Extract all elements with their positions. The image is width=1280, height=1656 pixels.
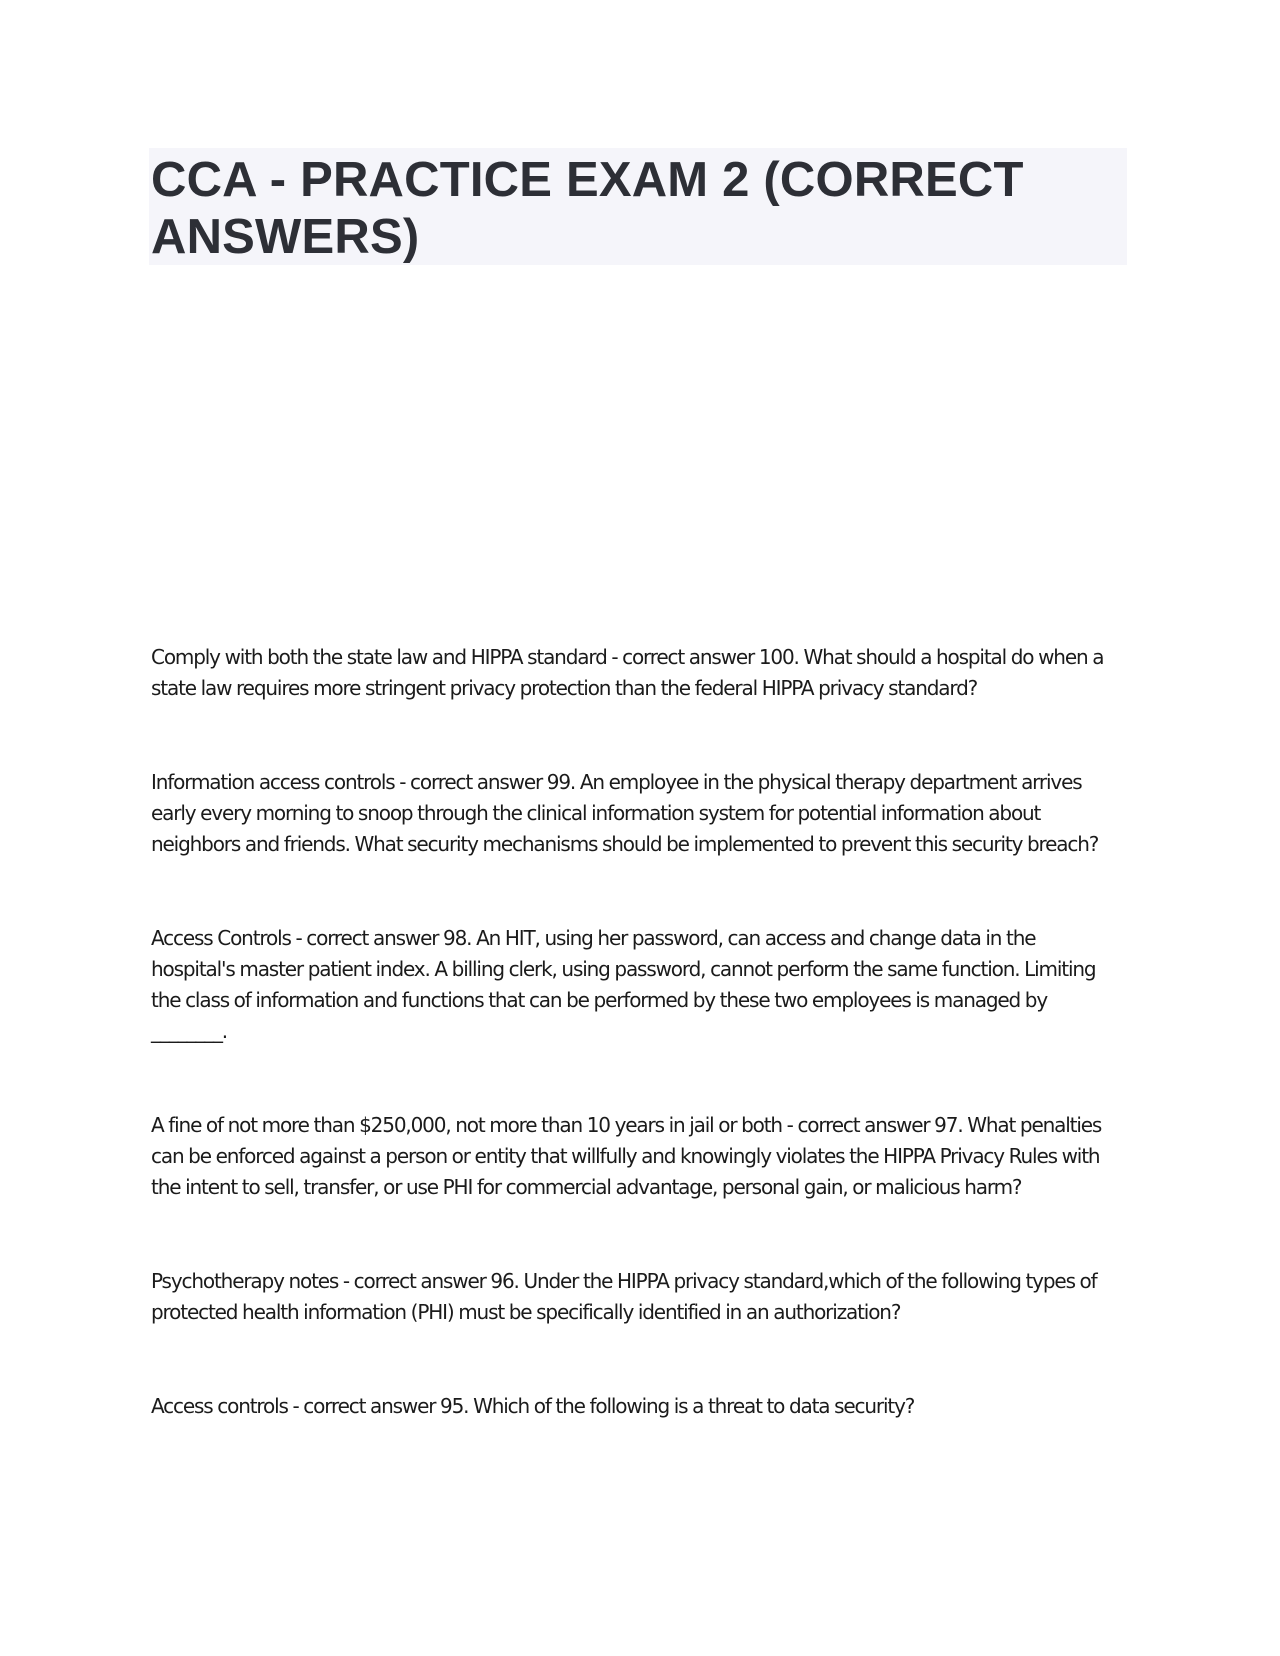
- qa-item-100: Comply with both the state law and HIPPA standard - correct answer 100. What should a hospital do when a state law requires more stringent privacy protection than the federal HIPPA privacy standard?: [151, 645, 1104, 700]
- qa-item-99: Information access controls - correct answer 99. An employee in the physical therapy department arrives early every morning to snoop through the clinical information system for potential information about neighbors and friends. What security mechanisms should be implemented to prevent this security breach?: [151, 770, 1099, 856]
- title-banner: [149, 148, 1127, 265]
- qa-item-96: Psychotherapy notes - correct answer 96. Under the HIPPA privacy standard,which of the following types of protected health information (PHI) must be specifically identified in an authorization?: [151, 1269, 1097, 1324]
- qa-item-98: Access Controls - correct answer 98. An HIT, using her password, can access and change data in the hospital's master patient index. A billing clerk, using password, cannot perform the same function. Limiting the class of information and functions that can be performed by these two employees is managed by ________.: [151, 926, 1096, 1043]
- document-title: CCA - PRACTICE EXAM 2 (CORRECT ANSWERS): [151, 153, 1024, 264]
- qa-item-95: Access controls - correct answer 95. Which of the following is a threat to data security?: [151, 1394, 915, 1418]
- question-answer-list: [151, 642, 1121, 1485]
- qa-item-97: A fine of not more than $250,000, not more than 10 years in jail or both - correct answer 97. What penalties can be enforced against a person or entity that willfully and knowingly violates the HIPPA Privacy Rules with the intent to sell, transfer, or use PHI for commercial advantage, personal gain, or malicious harm?: [151, 1113, 1102, 1199]
